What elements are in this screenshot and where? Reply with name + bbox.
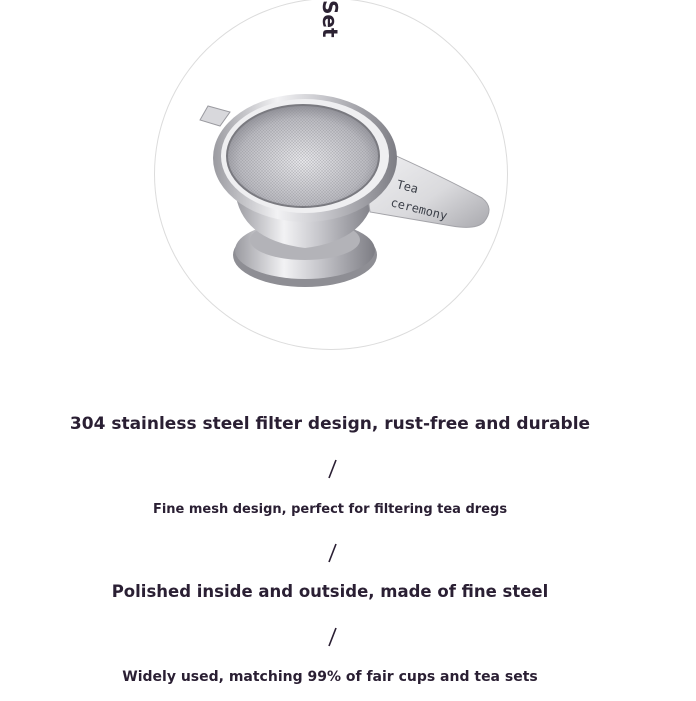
engraving-line-2: ceremony bbox=[389, 195, 449, 223]
engraving-line-1: Tea bbox=[395, 177, 420, 197]
feature-item-2: Fine mesh design, perfect for filtering tea dregs bbox=[152, 502, 508, 517]
feature-item-1: 304 stainless steel filter design, rust-free and durable bbox=[69, 414, 591, 434]
slash-divider-icon bbox=[322, 457, 342, 481]
slash-divider-icon bbox=[322, 625, 342, 649]
vertical-title-text: Set bbox=[318, 0, 342, 38]
feature-item-4: Widely used, matching 99% of fair cups and tea sets bbox=[122, 669, 538, 685]
slash-divider-icon bbox=[322, 541, 342, 565]
tea-strainer-image bbox=[190, 90, 500, 300]
feature-item-3: Polished inside and outside, made of fine steel bbox=[111, 582, 549, 601]
